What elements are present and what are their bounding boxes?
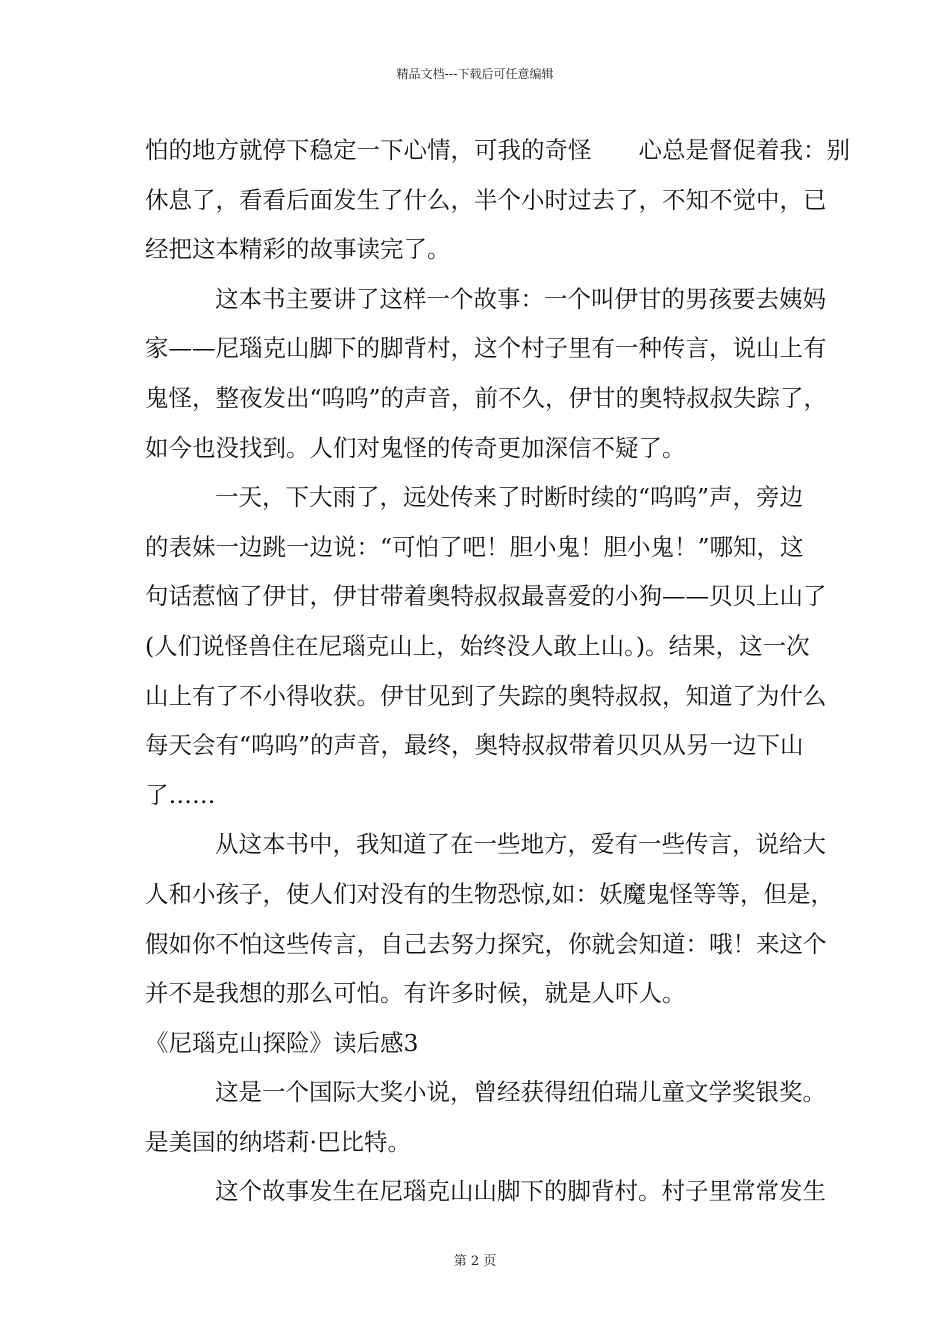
- page-header: 精品文档---下载后可任意编辑: [396, 67, 554, 81]
- text-line-17: 假如你不怕这些传言，自己去努力探究，你就会知道：哦！来这个: [145, 929, 827, 958]
- text-line-14: 了……: [145, 780, 216, 809]
- document-body: [145, 126, 850, 1217]
- text-line-8: 一天，下大雨了，远处传来了时断时续的“呜呜”声，旁边: [215, 483, 804, 512]
- text-line-16: 人和小孩子，使人们对没有的生物恐惊,如：妖魔鬼怪等等，但是，: [145, 879, 834, 908]
- text-line-3: 经把这本精彩的故事读完了。: [145, 235, 451, 264]
- text-line-4: 这本书主要讲了这样一个故事：一个叫伊甘的男孩要去姨妈: [215, 284, 826, 313]
- text-line-15: 从这本书中，我知道了在一些地方，爱有一些传言，说给大: [215, 830, 826, 859]
- text-line-12: 山上有了不小得收获。伊甘见到了失踪的奥特叔叔，知道了为什么: [145, 681, 827, 710]
- text-line-9: 的表妹一边跳一边说：“可怕了吧！胆小鬼！胆小鬼！”哪知，这: [145, 532, 804, 561]
- text-line-20: 这是一个国际大奖小说，曾经获得纽伯瑞儿童文学奖银奖。: [215, 1078, 826, 1107]
- text-line-10: 句话惹恼了伊甘，伊甘带着奥特叔叔最喜爱的小狗——贝贝上山了: [145, 582, 827, 611]
- text-line-11: (人们说怪兽住在尼瑙克山上，始终没人敢上山。)。结果，这一次: [145, 631, 810, 660]
- text-line-2: 休息了，看看后面发生了什么，半个小时过去了，不知不觉中，已: [145, 185, 827, 214]
- text-line-5: 家——尼瑙克山脚下的脚背村，这个村子里有一种传言，说山上有: [145, 334, 827, 363]
- text-line-7: 如今也没找到。人们对鬼怪的传奇更加深信不疑了。: [145, 433, 686, 462]
- text-line-22: 这个故事发生在尼瑙克山山脚下的脚背村。村子里常常发生: [215, 1177, 826, 1206]
- text-line-18: 并不是我想的那么可怕。有许多时候，就是人吓人。: [145, 979, 686, 1008]
- text-line-13: 每天会有“呜呜”的声音，最终，奥特叔叔带着贝贝从另一边下山: [145, 731, 804, 760]
- page-number: 第 2 页: [453, 1254, 497, 1269]
- text-line-21: 是美国的纳塔莉·巴比特。: [145, 1127, 411, 1156]
- text-line-1: 怕的地方就停下稳定一下心情，可我的奇怪 心总是督促着我：别: [145, 136, 850, 164]
- section-heading: 《尼瑙克山探险》读后感3: [145, 1028, 419, 1057]
- text-line-6: 鬼怪，整夜发出“呜呜”的声音，前不久，伊甘的奥特叔叔失踪了，: [145, 383, 828, 412]
